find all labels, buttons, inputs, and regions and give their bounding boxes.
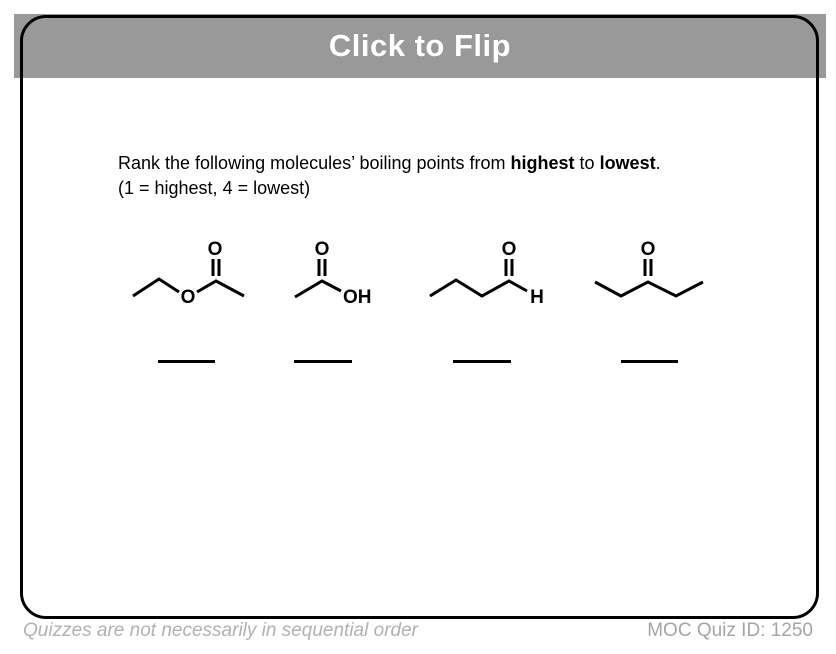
question-bold-lowest: lowest — [599, 153, 656, 173]
hydroxyl-label: OH — [343, 287, 372, 308]
aldehyde-hydrogen-label: H — [530, 287, 544, 308]
footer-note: Quizzes are not necessarily in sequential order — [23, 620, 418, 641]
answer-blank-3 — [453, 360, 511, 363]
card-title: Click to Flip — [328, 28, 512, 63]
molecule-3-pentanone-structure — [592, 236, 706, 308]
bond — [595, 282, 703, 296]
answer-blank-4 — [621, 360, 678, 363]
ester-oxygen-label: O — [180, 287, 196, 308]
answer-blank-1 — [158, 360, 215, 363]
molecule-butanal-structure — [428, 236, 546, 308]
question-text — [118, 151, 758, 201]
quiz-id: MOC Quiz ID: 1250 — [647, 620, 813, 641]
bond — [133, 279, 179, 296]
bond — [295, 281, 341, 297]
carbonyl-oxygen-label: O — [314, 239, 330, 260]
carbonyl-oxygen-label: O — [640, 239, 656, 260]
bond — [430, 280, 527, 296]
answer-blank-2 — [294, 360, 352, 363]
carbonyl-oxygen-label: O — [501, 239, 517, 260]
molecule-acetic-acid-structure — [292, 236, 382, 308]
flashcard[interactable] — [20, 15, 819, 619]
question-prefix: Rank the following molecules’ boiling points from — [118, 153, 511, 173]
molecule-ethyl-acetate-structure — [129, 236, 249, 308]
question-line-2: (1 = highest, 4 = lowest) — [118, 178, 311, 198]
bond — [197, 281, 244, 296]
question-line-1 — [118, 151, 758, 176]
carbonyl-oxygen-label: O — [207, 239, 223, 260]
question-bold-highest: highest — [510, 153, 575, 173]
question-suffix: . — [655, 153, 661, 173]
question-mid: to — [574, 153, 600, 173]
